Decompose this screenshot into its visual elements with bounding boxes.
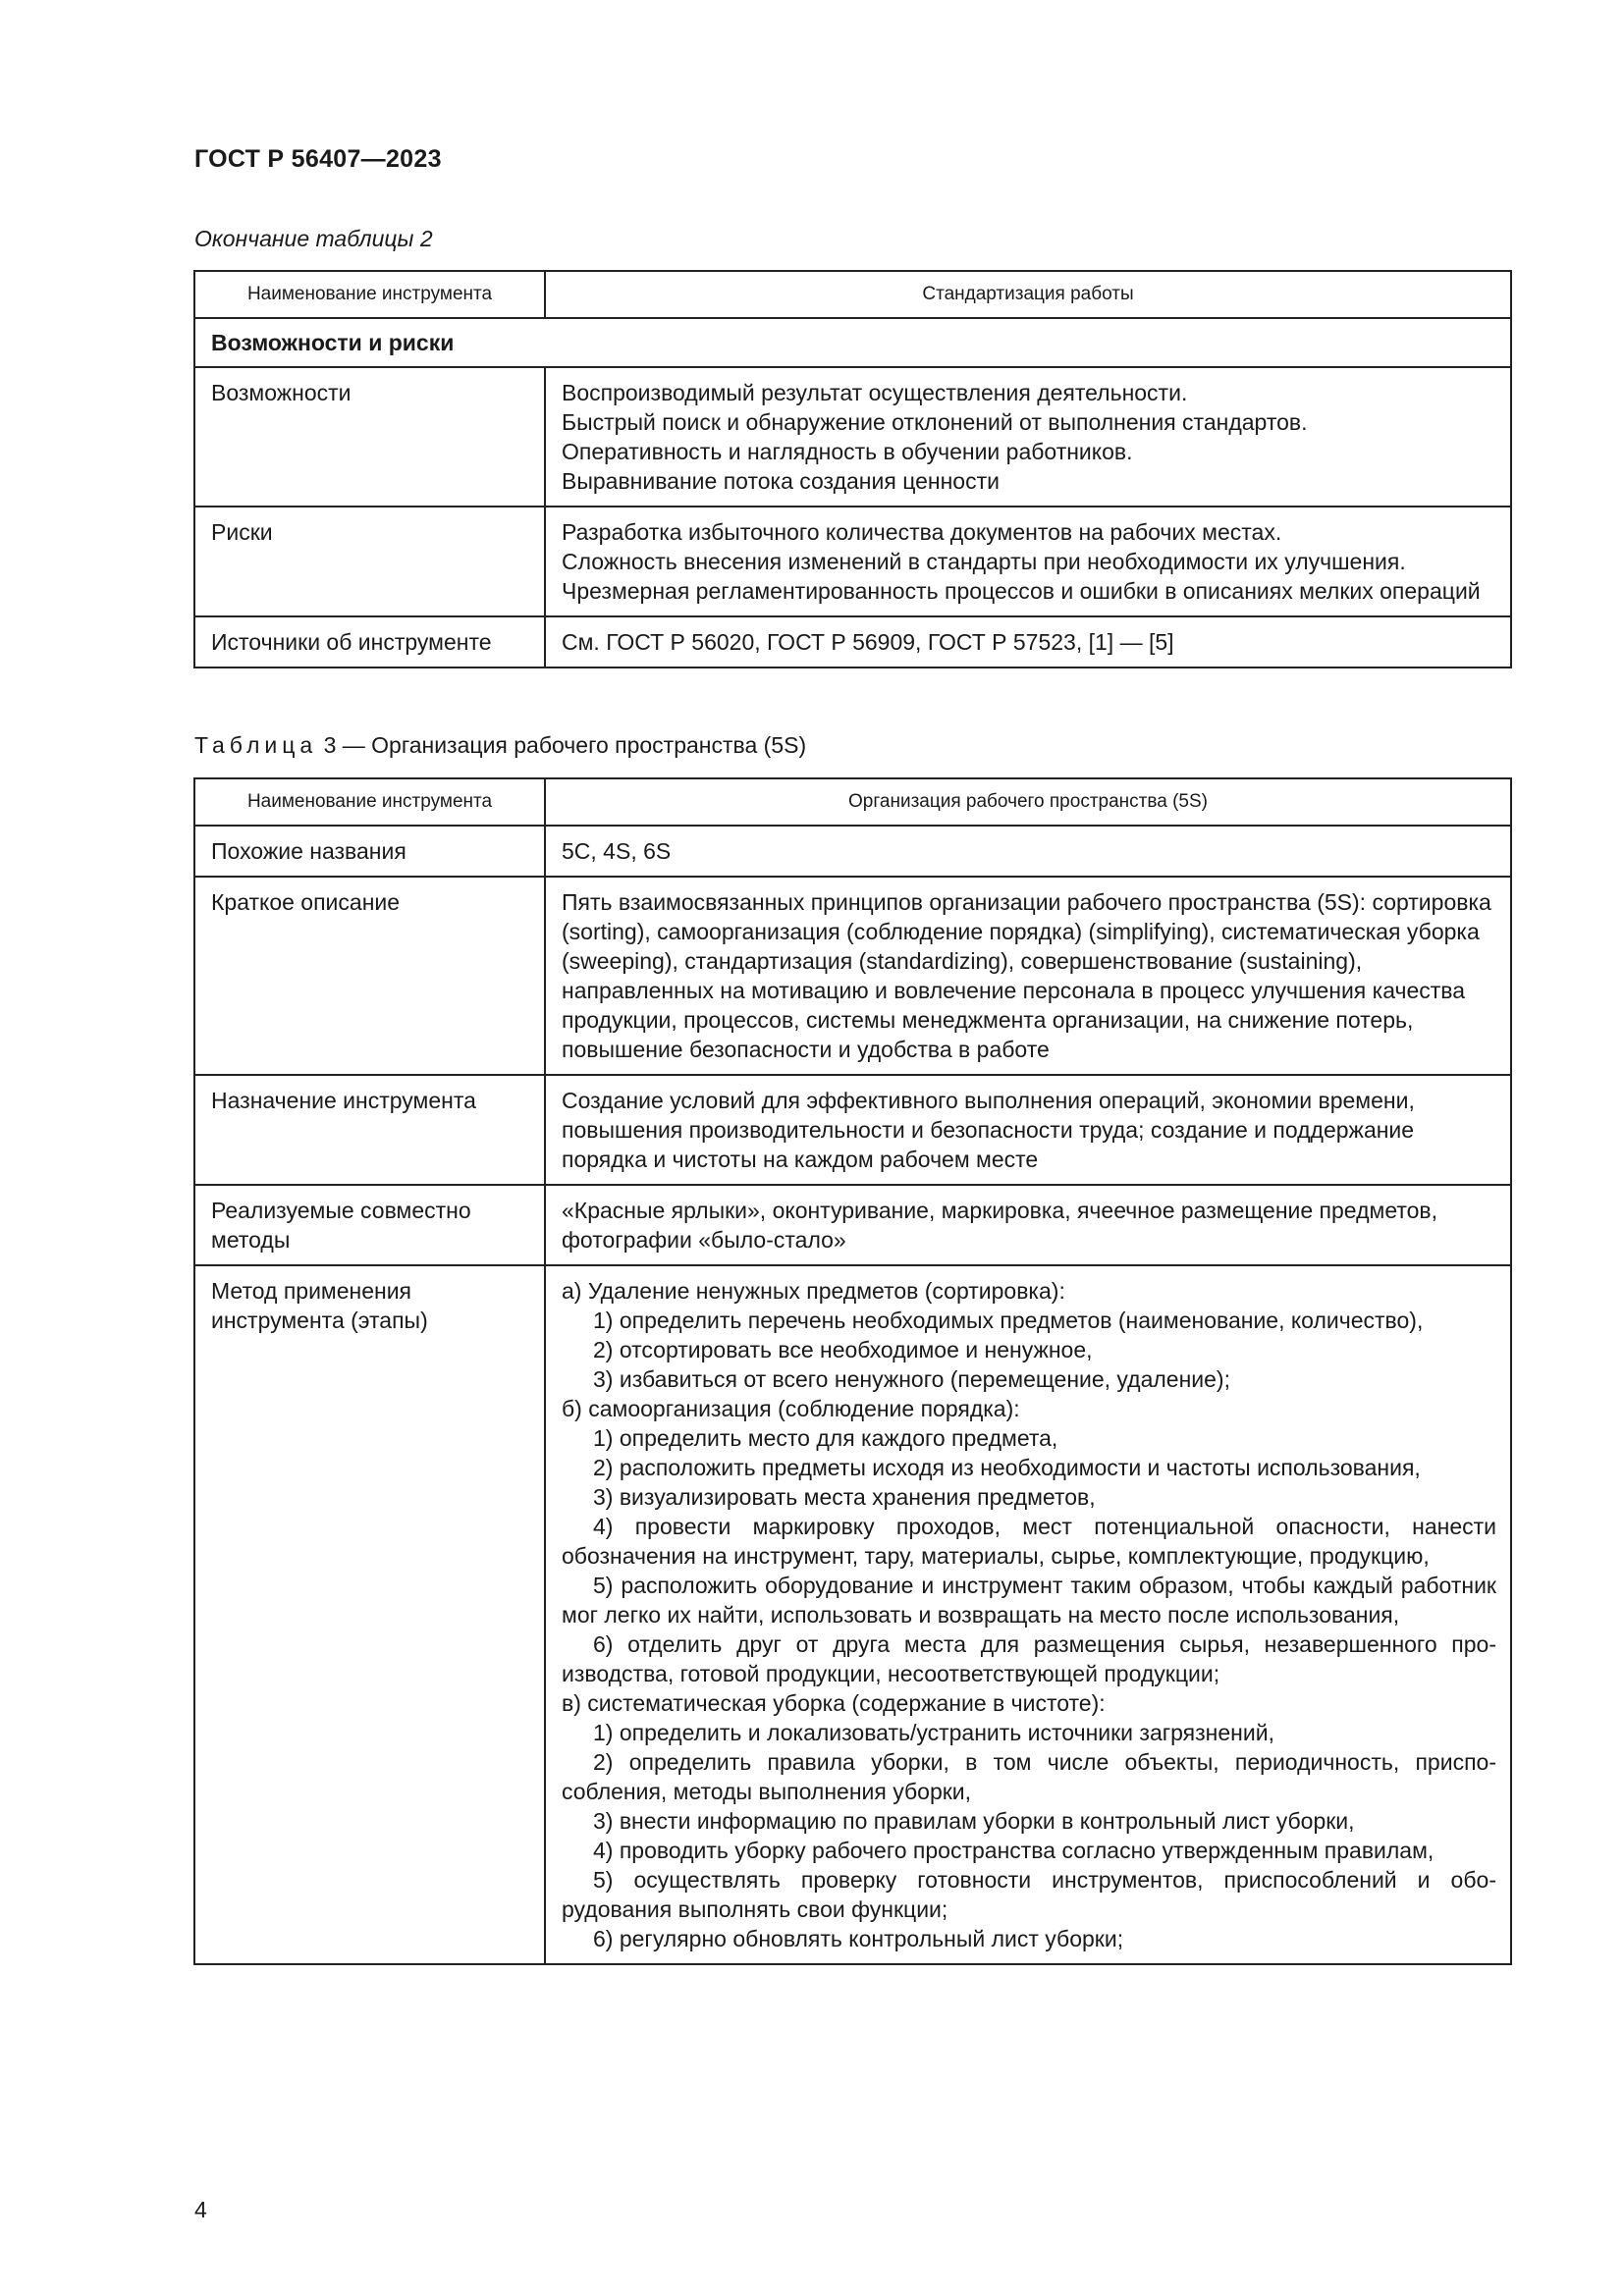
- list-item: 3) визуализировать места хранения предметов,: [593, 1484, 1096, 1510]
- list-item: 6) регулярно обновлять контрольный лист уборки;: [593, 1926, 1124, 1951]
- document-code-header: ГОСТ Р 56407—2023: [194, 145, 442, 173]
- table-row: [194, 1185, 1511, 1265]
- row-label-joint-methods: Реализуемые совместно методы: [194, 1185, 545, 1265]
- section-row: [194, 318, 1511, 367]
- list-item: 1) определить перечень необходимых предметов (наименование, количество),: [593, 1308, 1424, 1333]
- list-item: Сложность внесения изменений в стандарты при необходимости их улучшения.: [562, 549, 1406, 574]
- row-label-similar-names: Похожие названия: [194, 826, 545, 877]
- row-value-purpose: Создание условий для эффективного выполнения операций, экономии времени, повышения производительности и безопасности труда; создание и поддержание порядка и чистоты на каждом рабочем месте: [545, 1075, 1511, 1185]
- table-2-caption: Окончание таблицы 2: [194, 226, 433, 251]
- row-value-similar-names: 5С, 4S, 6S: [545, 826, 1511, 877]
- table-3-caption-title: 3 — Организация рабочего пространства (5S): [317, 732, 807, 758]
- row-value-opportunities: [545, 367, 1511, 507]
- row-label-description: Краткое описание: [194, 877, 545, 1075]
- list-item: Чрезмерная регламентированность процессов и ошибки в описаниях мелких операций: [562, 578, 1481, 604]
- list-item: 2) отсортировать все необходимое и ненужное,: [593, 1337, 1093, 1362]
- list-item: Разработка избыточного количества документов на рабочих местах.: [562, 519, 1282, 545]
- stage-c-title: в) систематическая уборка (содержание в чистоте):: [562, 1690, 1106, 1716]
- stage-a-title: а) Удаление ненужных предметов (сортировка):: [562, 1278, 1065, 1304]
- list-item: 5) осуществлять проверку готовности инструментов, приспособлений и оборудования выполнять свои функции;: [562, 1867, 1496, 1922]
- table-header-row: [194, 271, 1511, 318]
- table-2: [193, 270, 1512, 668]
- list-item: 1) определить место для каждого предмета,: [593, 1425, 1058, 1451]
- table-row: [194, 507, 1511, 616]
- row-label-risks: Риски: [194, 507, 545, 616]
- column-header-tool-name: Наименование инструмента: [194, 778, 545, 826]
- section-title-opportunities-risks: Возможности и риски: [194, 318, 1511, 367]
- row-value-sources: См. ГОСТ Р 56020, ГОСТ Р 56909, ГОСТ Р 57523, [1] — [5]: [545, 616, 1511, 667]
- list-item: Выравнивание потока создания ценности: [562, 468, 1000, 494]
- row-label-purpose: Назначение инструмента: [194, 1075, 545, 1185]
- column-header-standardization: Стандартизация работы: [545, 271, 1511, 318]
- table-row: [194, 367, 1511, 507]
- list-item: 3) внести информацию по правилам уборки в контрольный лист уборки,: [593, 1808, 1355, 1834]
- list-item: Воспроизводимый результат осуществления деятельности.: [562, 380, 1188, 405]
- table-row: [194, 1075, 1511, 1185]
- row-label-application-method: Метод применения инструмента (этапы): [194, 1265, 545, 1964]
- list-item: 3) избавиться от всего ненужного (перемещение, удаление);: [593, 1366, 1230, 1392]
- list-item: 5) расположить оборудование и инструмент таким образом, чтобы каждый работник мог легко их найти, использовать и возвращать на место после использования,: [562, 1573, 1496, 1628]
- table-3-caption: [194, 732, 806, 759]
- row-label-opportunities: Возможности: [194, 367, 545, 507]
- list-item: Оперативность и наглядность в обучении работников.: [562, 439, 1133, 464]
- row-value-description: Пять взаимосвязанных принципов организации рабочего пространства (5S): сортировка (sorting), самоорганизация (соблюдение порядка) (simplifying), систематическая уборка (sweeping), стандартизация (standardizing), совершенствование (sustaining), направленных на мотивацию и вовлечение персонала в процесс улучшения качества продукции, процессов, системы менеджмента организации, на снижение потерь, повышение безопасности и удобства в работе: [545, 877, 1511, 1075]
- page-number: 4: [194, 2197, 207, 2222]
- stage-b-title: б) самоорганизация (соблюдение порядка):: [562, 1396, 1020, 1421]
- table-row: [194, 616, 1511, 667]
- list-item: 2) определить правила уборки, в том числе объекты, периодичность, приспособления, методы выполнения уборки,: [562, 1749, 1496, 1804]
- list-item: 2) расположить предметы исходя из необходимости и частоты использования,: [593, 1455, 1421, 1480]
- table-row: [194, 1265, 1511, 1964]
- list-item: 4) провести маркировку проходов, мест потенциальной опасности, нанести обозначения на инструмент, тару, материалы, сырье, комплектующие, продукцию,: [562, 1514, 1496, 1569]
- table-3: [193, 777, 1512, 1965]
- table-header-row: [194, 778, 1511, 826]
- list-item: Быстрый поиск и обнаружение отклонений от выполнения стандартов.: [562, 409, 1308, 435]
- row-label-sources: Источники об инструменте: [194, 616, 545, 667]
- table-row: [194, 826, 1511, 877]
- list-item: 6) отделить друг от друга места для размещения сырья, незавершенного производства, готовой продукции, несоответствующей продукции;: [562, 1631, 1496, 1686]
- table-3-caption-prefix: Таблица: [194, 732, 318, 758]
- row-value-application-method: [545, 1265, 1511, 1964]
- list-item: 1) определить и локализовать/устранить источники загрязнений,: [593, 1720, 1274, 1745]
- column-header-tool-name: Наименование инструмента: [194, 271, 545, 318]
- column-header-workspace-organization: Организация рабочего пространства (5S): [545, 778, 1511, 826]
- row-value-risks: [545, 507, 1511, 616]
- list-item: 4) проводить уборку рабочего пространства согласно утвержденным правилам,: [593, 1838, 1435, 1863]
- row-value-joint-methods: «Красные ярлыки», оконтуривание, маркировка, ячеечное размещение предметов, фотографии «было-стало»: [545, 1185, 1511, 1265]
- table-row: [194, 877, 1511, 1075]
